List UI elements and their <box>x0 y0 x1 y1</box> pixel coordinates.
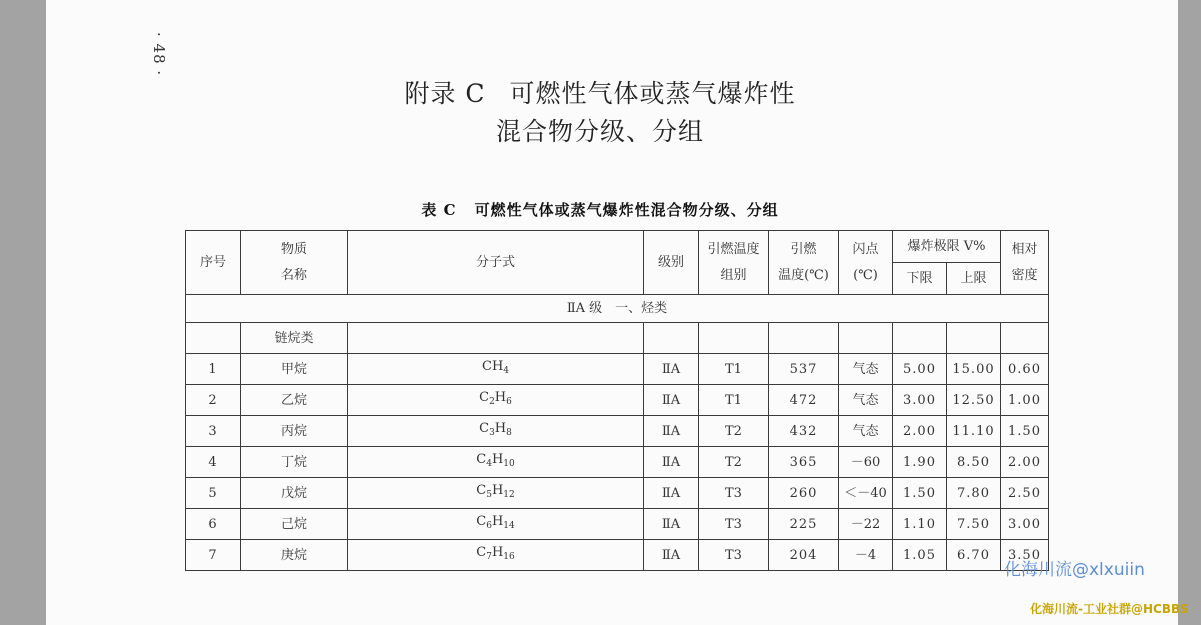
empty-cell <box>839 323 893 354</box>
cell-ignition-temp: 432 <box>769 416 839 447</box>
cell-group: T1 <box>699 385 769 416</box>
cell-grade: ⅡA <box>644 447 699 478</box>
table-caption-text: 可燃性气体或蒸气爆炸性混合物分级、分组 <box>474 201 779 219</box>
cell-seq: 7 <box>186 540 241 571</box>
header-explosion-limit: 爆炸极限 V% <box>893 231 1001 263</box>
formula-subscript: 14 <box>503 521 515 531</box>
cell-formula <box>348 478 644 509</box>
empty-cell <box>769 323 839 354</box>
cell-name: 戊烷 <box>241 478 348 509</box>
header-density: 相对 密度 <box>1001 231 1049 295</box>
cell-upper-limit: 12.50 <box>947 385 1001 416</box>
cell-grade: ⅡA <box>644 478 699 509</box>
cell-density: 3.50 <box>1001 540 1049 571</box>
formula-element: C <box>481 359 492 374</box>
cell-formula <box>348 385 644 416</box>
cell-flash-point: －22 <box>839 509 893 540</box>
cell-upper-limit: 11.10 <box>947 416 1001 447</box>
empty-cell <box>186 323 241 354</box>
cell-grade: ⅡA <box>644 354 699 385</box>
cell-ignition-temp: 537 <box>769 354 839 385</box>
table-row <box>186 509 1049 540</box>
appendix-title-text: 可燃性气体或蒸气爆炸性 <box>509 79 796 108</box>
formula-element: C <box>479 421 490 436</box>
cell-upper-limit: 7.80 <box>947 478 1001 509</box>
formula-element: C <box>476 452 487 467</box>
appendix-title-line-2: 混合物分级、分组 <box>495 117 704 146</box>
cell-lower-limit: 1.05 <box>893 540 947 571</box>
formula-subscript: 16 <box>503 552 515 562</box>
cell-flash-point: 气态 <box>839 416 893 447</box>
formula-element: H <box>494 390 507 405</box>
left-margin-bar <box>0 0 46 625</box>
empty-cell <box>893 323 947 354</box>
cell-group: T3 <box>699 540 769 571</box>
section-row <box>186 295 1049 323</box>
cell-ignition-temp: 225 <box>769 509 839 540</box>
cell-grade: ⅡA <box>644 509 699 540</box>
empty-cell <box>644 323 699 354</box>
cell-formula <box>348 509 644 540</box>
cell-seq: 5 <box>186 478 241 509</box>
cell-name: 甲烷 <box>241 354 348 385</box>
formula-subscript: 7 <box>486 552 492 562</box>
empty-cell <box>699 323 769 354</box>
formula-element: H <box>491 483 504 498</box>
cell-formula <box>348 354 644 385</box>
cell-group: T2 <box>699 416 769 447</box>
subsection-heading: 链烷类 <box>241 323 348 354</box>
cell-formula <box>348 540 644 571</box>
formula-element: C <box>479 390 490 405</box>
formula-subscript: 4 <box>503 366 510 376</box>
cell-ignition-temp: 260 <box>769 478 839 509</box>
cell-group: T1 <box>699 354 769 385</box>
cell-seq: 6 <box>186 509 241 540</box>
formula-subscript: 4 <box>486 459 492 469</box>
cell-upper-limit: 8.50 <box>947 447 1001 478</box>
header-formula: 分子式 <box>348 231 644 295</box>
cell-seq: 1 <box>186 354 241 385</box>
header-row-1 <box>186 231 1049 263</box>
cell-formula <box>348 447 644 478</box>
table-body <box>186 354 1049 571</box>
table-caption <box>300 199 900 220</box>
cell-group: T3 <box>699 509 769 540</box>
header-flash-point: 闪点 (℃) <box>839 231 893 295</box>
cell-grade: ⅡA <box>644 416 699 447</box>
cell-flash-point: －4 <box>839 540 893 571</box>
page-number: · 48 · <box>150 32 168 77</box>
cell-seq: 2 <box>186 385 241 416</box>
formula-element: H <box>491 359 504 374</box>
formula-element: H <box>491 545 504 560</box>
cell-lower-limit: 1.90 <box>893 447 947 478</box>
formula-element: H <box>491 452 504 467</box>
appendix-label: 附录 C <box>404 79 486 108</box>
cell-group: T2 <box>699 447 769 478</box>
cell-lower-limit: 2.00 <box>893 416 947 447</box>
cell-upper-limit: 6.70 <box>947 540 1001 571</box>
header-lower-limit: 下限 <box>893 263 947 295</box>
cell-seq: 3 <box>186 416 241 447</box>
formula-subscript: 5 <box>486 490 492 500</box>
formula-element: C <box>476 545 487 560</box>
cell-lower-limit: 1.10 <box>893 509 947 540</box>
cell-upper-limit: 7.50 <box>947 509 1001 540</box>
empty-cell <box>947 323 1001 354</box>
watermark-group: 化海川流-工业社群@HCBBS <box>1030 602 1189 616</box>
table-row <box>186 354 1049 385</box>
formula-subscript: 12 <box>503 490 515 500</box>
cell-formula <box>348 416 644 447</box>
gas-classification-table <box>185 230 1049 571</box>
cell-name: 乙烷 <box>241 385 348 416</box>
cell-ignition-temp: 365 <box>769 447 839 478</box>
formula-subscript: 3 <box>489 428 495 438</box>
formula-subscript: 6 <box>506 397 512 407</box>
cell-ignition-temp: 472 <box>769 385 839 416</box>
formula-subscript: 2 <box>489 397 495 407</box>
header-ignition-group: 引燃温度 组别 <box>699 231 769 295</box>
section-heading: ⅡA 级 一、烃类 <box>186 295 1049 323</box>
cell-name: 己烷 <box>241 509 348 540</box>
table-row <box>186 447 1049 478</box>
appendix-title-line-1 <box>300 74 900 110</box>
formula-element: H <box>491 514 504 529</box>
cell-seq: 4 <box>186 447 241 478</box>
cell-ignition-temp: 204 <box>769 540 839 571</box>
cell-grade: ⅡA <box>644 540 699 571</box>
cell-flash-point: ＜－40 <box>839 478 893 509</box>
formula-subscript: 10 <box>503 459 515 469</box>
table-row <box>186 540 1049 571</box>
cell-flash-point: －60 <box>839 447 893 478</box>
cell-grade: ⅡA <box>644 385 699 416</box>
formula-element: C <box>476 514 487 529</box>
cell-name: 庚烷 <box>241 540 348 571</box>
cell-density: 3.00 <box>1001 509 1049 540</box>
cell-density: 2.00 <box>1001 447 1049 478</box>
cell-upper-limit: 15.00 <box>947 354 1001 385</box>
table-row <box>186 416 1049 447</box>
cell-density: 0.60 <box>1001 354 1049 385</box>
cell-flash-point: 气态 <box>839 354 893 385</box>
cell-density: 2.50 <box>1001 478 1049 509</box>
cell-lower-limit: 5.00 <box>893 354 947 385</box>
empty-cell <box>348 323 644 354</box>
formula-subscript: 8 <box>506 428 512 438</box>
formula-subscript: 6 <box>486 521 492 531</box>
cell-name: 丁烷 <box>241 447 348 478</box>
empty-cell <box>1001 323 1049 354</box>
cell-flash-point: 气态 <box>839 385 893 416</box>
subsection-row <box>186 323 1049 354</box>
cell-lower-limit: 3.00 <box>893 385 947 416</box>
cell-name: 丙烷 <box>241 416 348 447</box>
formula-element: C <box>476 483 487 498</box>
table-row <box>186 385 1049 416</box>
cell-lower-limit: 1.50 <box>893 478 947 509</box>
header-name: 物质 名称 <box>241 231 348 295</box>
cell-density: 1.50 <box>1001 416 1049 447</box>
cell-group: T3 <box>699 478 769 509</box>
formula-element: H <box>494 421 507 436</box>
right-margin-bar <box>1178 0 1201 625</box>
table-caption-label: 表 C <box>421 201 457 219</box>
header-ignition-temp: 引燃 温度(℃) <box>769 231 839 295</box>
watermark-handle: 化海川流@xlxuiin <box>1004 560 1145 580</box>
header-upper-limit: 上限 <box>947 263 1001 295</box>
table-row <box>186 478 1049 509</box>
header-grade: 级别 <box>644 231 699 295</box>
page-cutoff <box>183 578 1053 625</box>
header-seq: 序号 <box>186 231 241 295</box>
cell-density: 1.00 <box>1001 385 1049 416</box>
